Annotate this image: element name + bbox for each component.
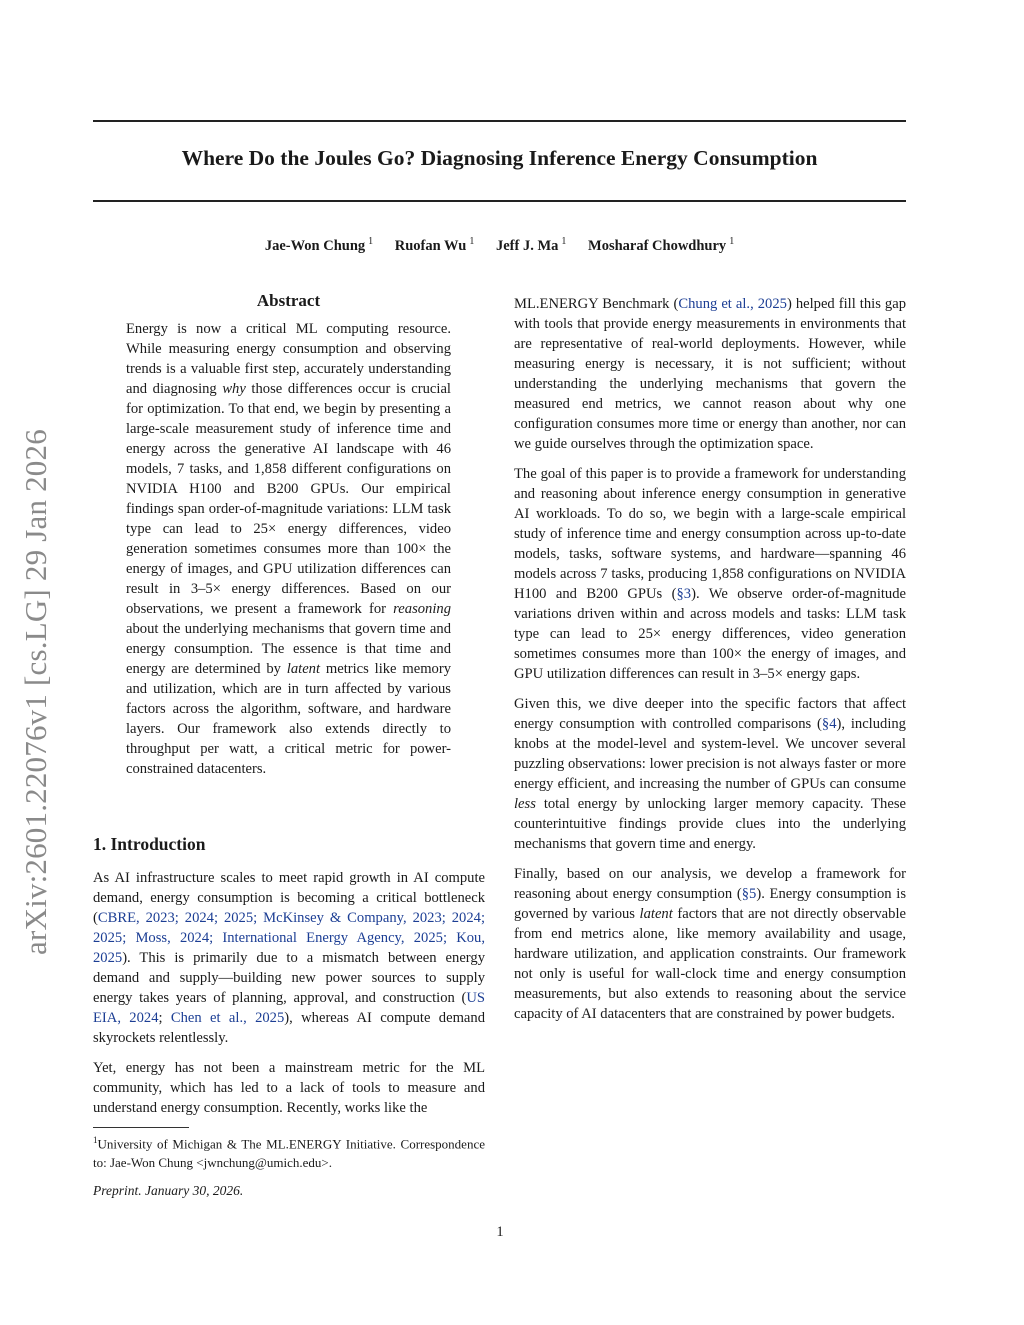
affiliation-mark: 1 xyxy=(729,236,735,247)
body-text: ML.ENERGY Benchmark ( xyxy=(514,296,679,312)
body-text: ). Energy consumption is governed by various xyxy=(514,886,907,922)
body-text: factors that are not directly observable from end metrics alone, like memory availability and usage, hardware utilization, and application constraints. Our framework not only is useful for wall-clock time and energy consumption measurements, but also extends to reasoning about the service capacity of AI datacenters that are constrained by power budgets. xyxy=(514,906,906,1022)
arxiv-identifier: arXiv:2601.22076v1 [cs.LG] 29 Jan 2026 xyxy=(18,429,53,955)
abstract-paragraph xyxy=(126,319,451,779)
right-column-body xyxy=(514,294,906,1034)
citation-link[interactable]: US EIA, 2024 xyxy=(93,990,485,1026)
author-name: Jeff J. Ma xyxy=(495,237,559,254)
body-paragraph xyxy=(93,868,485,1048)
body-text: The goal of this paper is to provide a framework for understanding and reasoning about inference energy consumption in generative AI workloads. To do so, we begin with a large-scale empirical study of inference time and energy consumption across up-to-date models, tasks, software systems, and hardware—spanning 46 models across 7 tasks, producing 1,858 configurations on NVIDIA H100 and B200 GPUs ( xyxy=(514,466,906,602)
author xyxy=(496,238,566,254)
body-text: As AI infrastructure scales to meet rapid growth in AI compute demand, energy consumption is becoming a critical bottleneck ( xyxy=(93,870,485,926)
emphasis: less xyxy=(514,796,536,812)
body-text: total energy by unlocking larger memory capacity. These counterintuitive findings provide clues into the underlying mechanisms that govern time and energy. xyxy=(514,796,906,852)
author-list xyxy=(93,236,906,255)
body-text: Given this, we dive deeper into the specific factors that affect energy consumption with controlled comparisons ( xyxy=(514,696,906,732)
body-text: ), including knobs at the model-level and system-level. We uncover several puzzling observations: lower precision is not always faster or more energy efficient, and increasing the number of GPUs can consume xyxy=(514,716,906,792)
author-name: Ruofan Wu xyxy=(394,237,467,254)
title-rule-bottom xyxy=(93,200,906,202)
abstract-text: Energy is now a critical ML computing resource. While measuring energy consumption and observing trends is a valuable first step, accurately understanding and diagnosing xyxy=(126,321,451,397)
affiliation-mark: 1 xyxy=(368,236,374,247)
author-name: Jae-Won Chung xyxy=(264,237,366,254)
body-text: ; xyxy=(158,1010,171,1026)
author xyxy=(265,238,373,254)
paper-title: Where Do the Joules Go? Diagnosing Inference Energy Consumption xyxy=(181,146,818,170)
citation-link[interactable]: Chen et al., 2025 xyxy=(170,1010,285,1026)
body-text: ) helped fill this gap with tools that provide energy measurements in environments that are representative of real-world deployments. However, while measuring energy is necessary, it is not sufficient; without understanding the underlying mechanisms that govern the measured end metrics, we cannot reason about why one configuration consumes more time or energy than another, nor can we guide ourselves through the optimization space. xyxy=(514,296,906,452)
author xyxy=(588,238,734,254)
abstract-text: metrics like memory and utilization, which are in turn affected by various factors across the algorithm, software, and hardware layers. Our framework also extends directly to throughput per watt, a critical metric for power-constrained datacenters. xyxy=(126,661,451,777)
footnote-rule xyxy=(93,1127,189,1128)
body-paragraph xyxy=(514,464,906,684)
footnote-mark: 1 xyxy=(93,1135,98,1145)
citation-link[interactable]: CBRE, 2023; 2024; 2025; McKinsey & Company, 2023; 2024; 2025; Moss, 2024; International Energy Agency, 2025; Kou, 2025 xyxy=(93,910,485,966)
affiliation-mark: 1 xyxy=(469,236,475,247)
emphasis: why xyxy=(222,381,246,397)
body-text: Finally, based on our analysis, we develop a framework for reasoning about energy consumption ( xyxy=(514,866,906,902)
abstract-text: those differences occur is crucial for optimization. To that end, we begin by presenting a large-scale measurement study of inference time and energy across the generative AI landscape with 46 models, 7 tasks, and 1,858 different configurations on NVIDIA H100 and B200 GPUs. Our empirical findings span order-of-magnitude variations: LLM task type can lead to 25× energy differences, video generation sometimes consumes more than 100× the energy of images, and GPU utilization differences can result in 3–5× energy differences. Based on our observations, we present a framework for xyxy=(126,381,451,617)
abstract-heading: Abstract xyxy=(256,291,321,310)
emphasis: latent xyxy=(639,906,673,922)
section-link[interactable]: §5 xyxy=(741,886,757,902)
preprint-note: Preprint. January 30, 2026. xyxy=(93,1183,244,1198)
body-paragraph xyxy=(514,864,906,1024)
body-text: ). This is primarily due to a mismatch between energy demand and supply—building new power sources to supply energy takes years of planning, approval, and construction ( xyxy=(93,950,485,1006)
footnote xyxy=(93,1131,485,1172)
section-link[interactable]: §4 xyxy=(821,716,837,732)
page-number: 1 xyxy=(496,1224,504,1240)
body-paragraph xyxy=(514,294,906,454)
introduction-body xyxy=(93,868,485,1128)
body-text: ), whereas AI compute demand skyrockets relentlessly. xyxy=(93,1010,485,1046)
emphasis: latent xyxy=(286,661,321,677)
abstract-text: about the underlying mechanisms that govern time and energy consumption. The essence is that time and energy are determined by xyxy=(126,621,451,677)
affiliation-mark: 1 xyxy=(561,236,567,247)
section-link[interactable]: §3 xyxy=(676,586,692,602)
section-heading-introduction: 1. Introduction xyxy=(93,834,206,854)
citation-link[interactable]: Chung et al., 2025 xyxy=(678,296,787,312)
title-rule-top xyxy=(93,120,906,122)
author-name: Mosharaf Chowdhury xyxy=(588,237,727,254)
footnote-text: University of Michigan & The ML.ENERGY Initiative. Correspondence to: Jae-Won Chung <jwnchung@umich.edu>. xyxy=(93,1136,485,1171)
body-text: ). We observe order-of-magnitude variations driven within and across models and tasks: LLM task type can lead to 25× energy differences, video generation sometimes consumes more than 100× the energy of images, and GPU utilization differences can result in 3–5× energy gaps. xyxy=(514,586,907,682)
body-paragraph: Yet, energy has not been a mainstream metric for the ML community, which has led to a lack of tools to measure and understand energy consumption. Recently, works like the xyxy=(93,1060,485,1116)
body-paragraph xyxy=(514,694,906,854)
abstract-body xyxy=(126,319,451,789)
author xyxy=(395,238,475,254)
emphasis: reasoning xyxy=(393,601,451,617)
